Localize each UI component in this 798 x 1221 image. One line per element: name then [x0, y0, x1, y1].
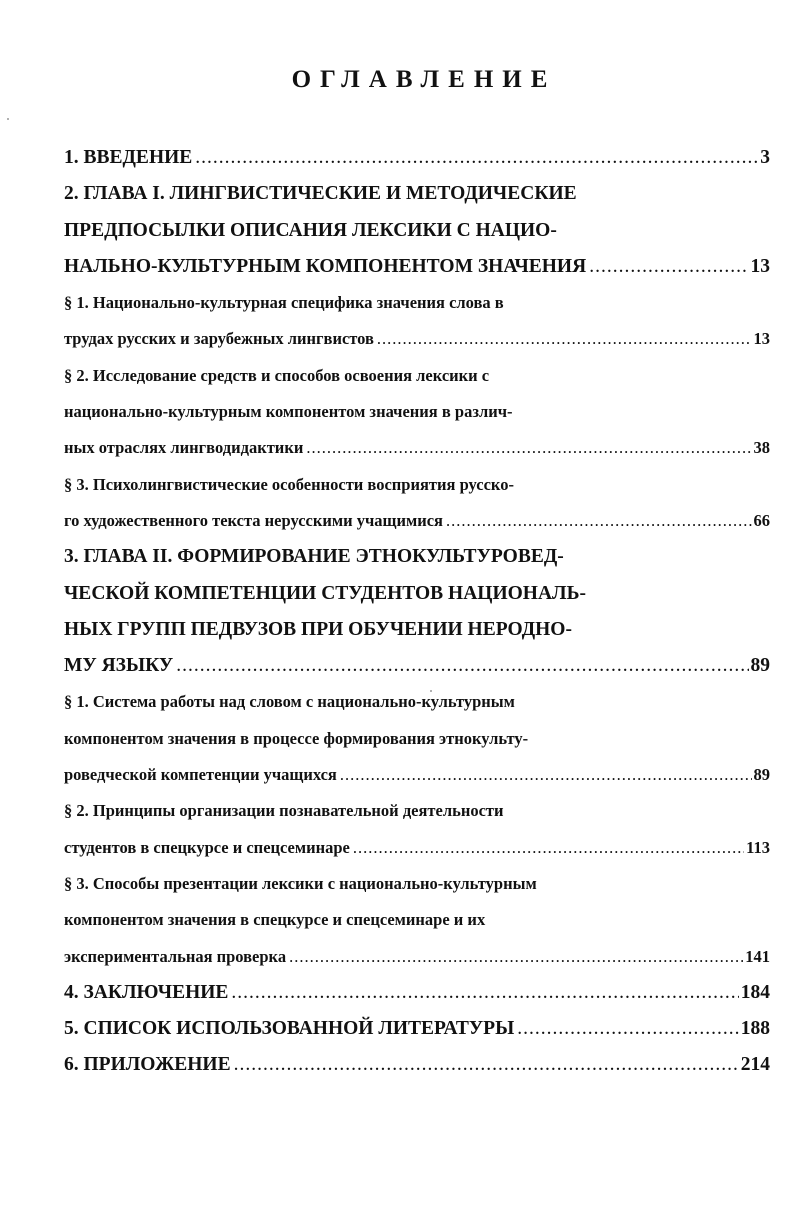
toc-entry-line [64, 793, 770, 829]
toc-entry-line [64, 176, 770, 212]
toc-entry-text: 6. ПРИЛОЖЕНИЕ [64, 1054, 231, 1076]
toc-entry-text: 4. ЗАКЛЮЧЕНИЕ [64, 981, 229, 1003]
toc-entry-text: роведческой компетенции учащихся [64, 765, 337, 785]
toc-entry [64, 430, 770, 466]
toc-entry-line [64, 467, 770, 503]
toc-entry-line [64, 902, 770, 938]
toc-page-number: 113 [746, 837, 770, 857]
dot-leader [176, 648, 748, 684]
toc-entry-text: § 1. Система работы над словом с национально-культурным [64, 692, 515, 712]
toc-entry-line [64, 539, 770, 575]
toc-entry-text: § 3. Психолингвистические особенности восприятия русско- [64, 474, 514, 494]
page-title: ОГЛАВЛЕНИЕ [291, 66, 557, 93]
toc-entry-text: трудах русских и зарубежных лингвистов [64, 329, 374, 349]
toc-entry-text: национально-культурным компонентом значения в различ- [64, 402, 513, 422]
dot-leader [340, 757, 752, 793]
toc-entry-text: 3. ГЛАВА II. ФОРМИРОВАНИЕ ЭТНОКУЛЬТУРОВЕД- [64, 546, 564, 568]
toc-entry-text: 1. ВВЕДЕНИЕ [64, 147, 193, 168]
toc-entry-text: студентов в спецкурсе и спецсеминаре [64, 837, 350, 857]
dot-leader [446, 503, 752, 539]
toc-entry-text: компонентом значения в процессе формирования этнокульту- [64, 728, 529, 748]
toc-entry-line [64, 576, 770, 612]
toc-entry-text: § 3. Способы презентации лексики с национально-культурным [64, 873, 537, 893]
toc-page-number: 66 [753, 510, 770, 530]
scan-speck [7, 118, 9, 120]
toc-entry-line [64, 612, 770, 648]
dot-leader [195, 140, 758, 176]
toc-entry [64, 1011, 770, 1047]
dot-leader [231, 975, 738, 1011]
toc-page-number: 141 [745, 946, 770, 966]
dot-leader [234, 1047, 739, 1083]
toc-entry-text: го художественного текста нерусскими учащимися [64, 510, 443, 530]
toc-entry-line [64, 213, 770, 249]
dot-leader [377, 321, 752, 357]
table-of-contents [64, 140, 770, 1084]
toc-entry-text: НЫХ ГРУПП ПЕДВУЗОВ ПРИ ОБУЧЕНИИ НЕРОДНО- [64, 618, 572, 640]
toc-entry-line [64, 684, 770, 720]
dot-leader [289, 939, 743, 975]
toc-entry-text: ЧЕСКОЙ КОМПЕТЕНЦИИ СТУДЕНТОВ НАЦИОНАЛЬ- [64, 582, 586, 604]
toc-page-number: 13 [753, 329, 770, 349]
toc-entry-text: 5. СПИСОК ИСПОЛЬЗОВАННОЙ ЛИТЕРАТУРЫ [64, 1018, 515, 1040]
toc-entry [64, 648, 770, 684]
toc-entry-text: 2. ГЛАВА I. ЛИНГВИСТИЧЕСКИЕ И МЕТОДИЧЕСКИЕ [64, 183, 577, 205]
toc-entry-text: § 1. Национально-культурная специфика значения слова в [64, 293, 504, 313]
dot-leader [589, 249, 748, 285]
toc-page-number: 89 [750, 655, 770, 677]
toc-entry-text: экспериментальная проверка [64, 946, 287, 966]
toc-entry [64, 757, 770, 793]
toc-entry [64, 975, 770, 1011]
toc-entry-text: НАЛЬНО-КУЛЬТУРНЫМ КОМПОНЕНТОМ ЗНАЧЕНИЯ [64, 255, 587, 277]
toc-entry-line [64, 358, 770, 394]
toc-entry-line [64, 285, 770, 321]
toc-entry-line [64, 394, 770, 430]
toc-page-number: 214 [740, 1054, 770, 1076]
toc-entry-text: МУ ЯЗЫКУ [64, 655, 174, 677]
toc-entry-text: § 2. Исследование средств и способов освоения лексики с [64, 365, 490, 385]
toc-entry [64, 503, 770, 539]
toc-page-number: 13 [750, 255, 770, 277]
toc-entry-text: ных отраслях лингводидактики [64, 438, 304, 458]
toc-page-number: 188 [740, 1018, 770, 1040]
toc-entry [64, 249, 770, 285]
dot-leader [517, 1011, 739, 1047]
scan-speck [430, 690, 432, 692]
toc-entry [64, 321, 770, 357]
toc-entry-line [64, 721, 770, 757]
toc-entry [64, 140, 770, 176]
toc-entry-text: § 2. Принципы организации познавательной деятельности [64, 801, 504, 821]
toc-entry [64, 1047, 770, 1083]
toc-page-number: 184 [740, 981, 770, 1003]
toc-entry [64, 939, 770, 975]
toc-page-number: 38 [753, 438, 770, 458]
toc-entry [64, 830, 770, 866]
toc-entry-text: ПРЕДПОСЫЛКИ ОПИСАНИЯ ЛЕКСИКИ С НАЦИО- [64, 219, 557, 241]
toc-page-number: 3 [760, 147, 770, 168]
toc-entry-text: компонентом значения в спецкурсе и спецсеминаре и их [64, 910, 486, 930]
dot-leader [353, 830, 744, 866]
toc-entry-line [64, 866, 770, 902]
toc-page-number: 89 [753, 765, 770, 785]
dot-leader [306, 430, 751, 466]
